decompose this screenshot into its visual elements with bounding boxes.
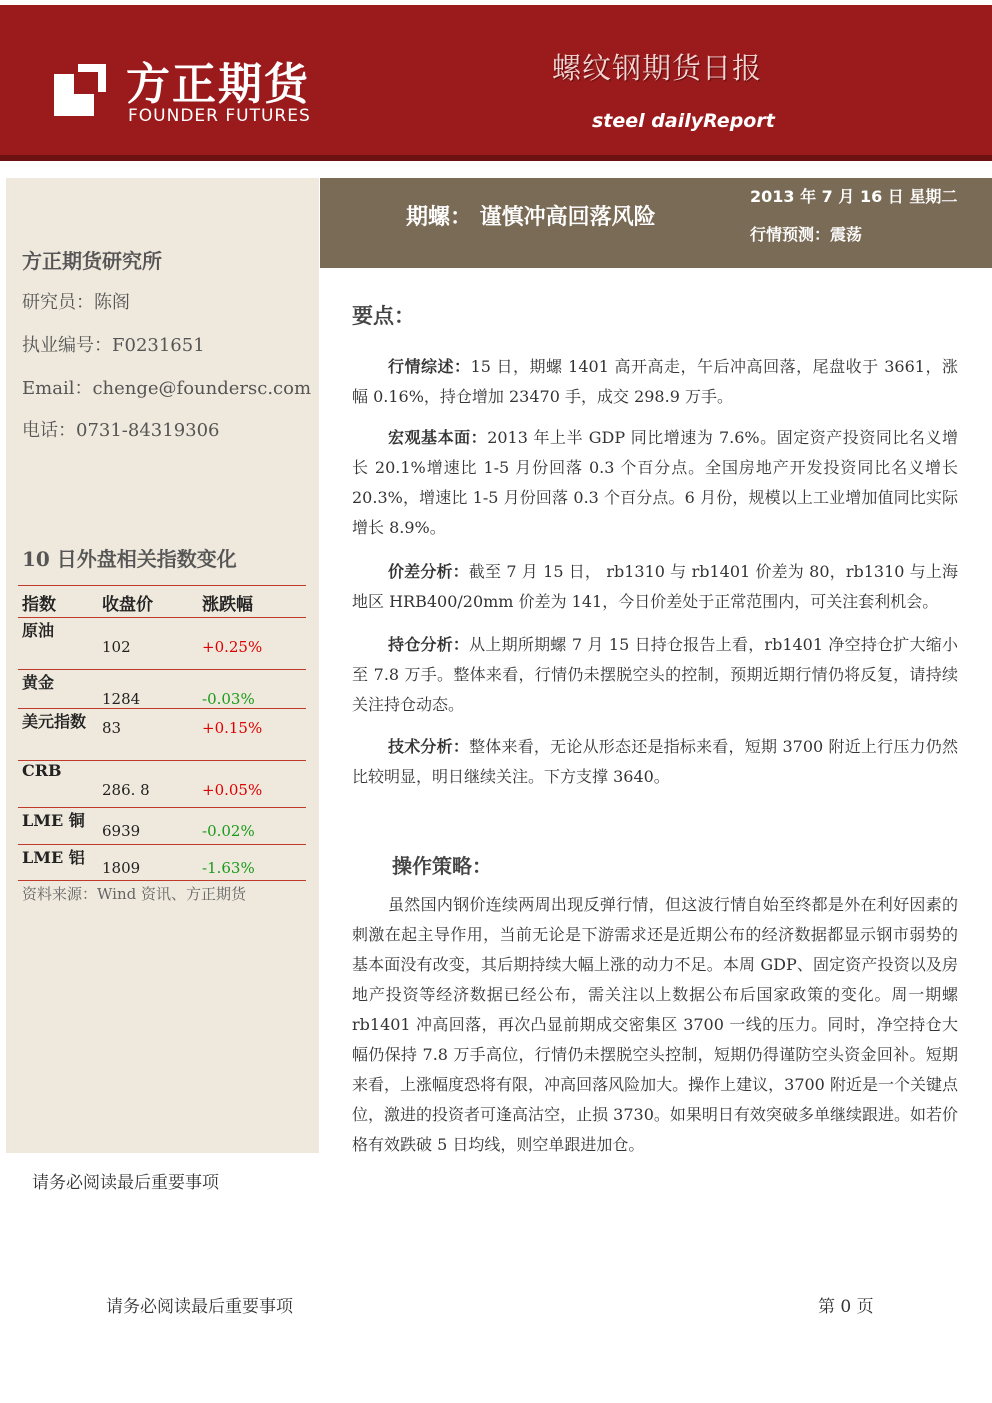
index-change: +0.05% (198, 761, 306, 808)
index-change: -0.03% (198, 670, 306, 709)
index-table (18, 585, 306, 881)
market-forecast: 行情预测：震荡 (750, 225, 863, 244)
index-close: 1284 (98, 670, 198, 709)
para-position (352, 630, 958, 720)
logo-text-en: FOUNDER FUTURES (128, 106, 311, 126)
table-header-change: 涨跌幅 (198, 586, 306, 618)
logo-text-cn: 方正期货 (126, 59, 310, 110)
header-band (0, 155, 992, 161)
footer-notice: 请务必阅读最后重要事项 (106, 1297, 293, 1317)
report-subtitle: steel dailyReport (592, 110, 775, 132)
strategy-title: 操作策略： (392, 854, 492, 878)
index-change: +0.15% (198, 709, 306, 761)
index-close: 1809 (98, 845, 198, 881)
sidebar-license: 执业编号：F0231651 (22, 335, 205, 356)
index-name: 黄金 (18, 670, 98, 709)
table-row (18, 808, 306, 845)
index-change: -0.02% (198, 808, 306, 845)
para-strategy: 虽然国内钢价连续两周出现反弹行情，但这波行情自始至终都是外在利好因素的刺激在起主导作用，当前无论是下游需求还是近期公布的经济数据都显示钢市弱势的基本面没有改变，其后期持续大幅上涨的动力不足。本周 GDP、固定资产投资以及房地产投资等经济数据已经公布，需关注以上数据公布后国家政策的变化。周一期螺 rb1401 冲高回落，再次凸显前期成交密集区 3700 一线的压力。同时，净空持仓大幅仍保持 7.8 万手高位，行情仍未摆脱空头控制，短期仍得谨防空头资金回补。短期来看，上涨幅度恐将有限，冲高回落风险加大。操作上建议，3700 附近是一个关键点位，激进的投资者可逢高沽空，止损 3730。如果明日有效突破多单继续跟进。如若价格有效跌破 5 日均线，则空单跟进加仓。 (352, 895, 958, 1154)
para-technical (352, 732, 958, 792)
page-number: 第 0 页 (818, 1297, 874, 1317)
sidebar-researcher: 研究员：陈阁 (22, 292, 130, 313)
sidebar-phone: 电话：0731-84319306 (22, 420, 220, 441)
index-close: 83 (98, 709, 198, 761)
index-change: -1.63% (198, 845, 306, 881)
table-row (18, 670, 306, 709)
index-close: 286. 8 (98, 761, 198, 808)
para-text: 整体来看，无论从形态还是指标来看，短期 3700 附近上行压力仍然比较明显，明日继续关注。下方支撑 3640。 (352, 737, 958, 786)
para-label: 持仓分析： (388, 635, 470, 654)
table-header-row (18, 586, 306, 618)
sidebar-section-title: 10 日外盘相关指数变化 (22, 547, 237, 571)
table-row (18, 618, 306, 670)
para-label: 宏观基本面： (388, 428, 488, 447)
para-text: 2013 年上半 GDP 同比增速为 7.6%。固定资产投资同比名义增长 20.1%增速比 1-5 月份回落 0.3 个百分点。全国房地产开发投资同比名义增长 20.3%，增速比 1-5 月份回落 0.3 个百分点。6 月份，规模以上工业增加值同比实际增长 8.9%。 (352, 428, 958, 537)
para-label: 价差分析： (388, 562, 469, 581)
para-text: 截至 7 月 15 日， rb1310 与 rb1401 价差为 80，rb1310 与上海地区 HRB400/20mm 价差为 141，今日价差处于正常范围内，可关注套利机会。 (352, 562, 958, 611)
index-name: LME 铝 (18, 845, 98, 881)
index-change: +0.25% (198, 618, 306, 670)
index-name: CRB (18, 761, 98, 808)
table-row (18, 709, 306, 761)
sidebar-email: Email：chenge@foundersc.com (22, 378, 312, 399)
index-name: 原油 (18, 618, 98, 670)
table-source: 资料来源：Wind 资讯、方正期货 (22, 885, 246, 903)
table-row (18, 761, 306, 808)
para-spread (352, 557, 958, 617)
table-row (18, 845, 306, 881)
headline: 期螺： 谨慎冲高回落风险 (406, 205, 656, 230)
index-name: 美元指数 (18, 709, 98, 761)
para-label: 行情综述： (388, 357, 471, 376)
index-close: 6939 (98, 808, 198, 845)
table-header-close: 收盘价 (98, 586, 198, 618)
para-text: 从上期所期螺 7 月 15 日持仓报告上看，rb1401 净空持仓扩大缩小至 7.8 万手。整体来看，行情仍未摆脱空头的控制，预期近期行情仍将反复，请持续关注持仓动态。 (352, 635, 958, 714)
para-text: 15 日，期螺 1401 高开高走，午后冲高回落，尾盘收于 3661，涨幅 0.16%，持仓增加 23470 手，成交 298.9 万手。 (352, 357, 958, 406)
para-label: 技术分析： (388, 737, 470, 756)
founder-logo-icon (48, 58, 112, 122)
notice-text: 请务必阅读最后重要事项 (32, 1173, 219, 1193)
para-macro (352, 423, 958, 543)
para-market-summary (352, 352, 958, 412)
key-points-title: 要点： (352, 303, 415, 328)
index-name: LME 铜 (18, 808, 98, 845)
table-header-index: 指数 (18, 586, 98, 618)
report-title: 螺纹钢期货日报 (552, 51, 763, 85)
report-date: 2013 年 7 月 16 日 星期二 (750, 187, 958, 206)
sidebar-org: 方正期货研究所 (22, 249, 162, 273)
index-close: 102 (98, 618, 198, 670)
